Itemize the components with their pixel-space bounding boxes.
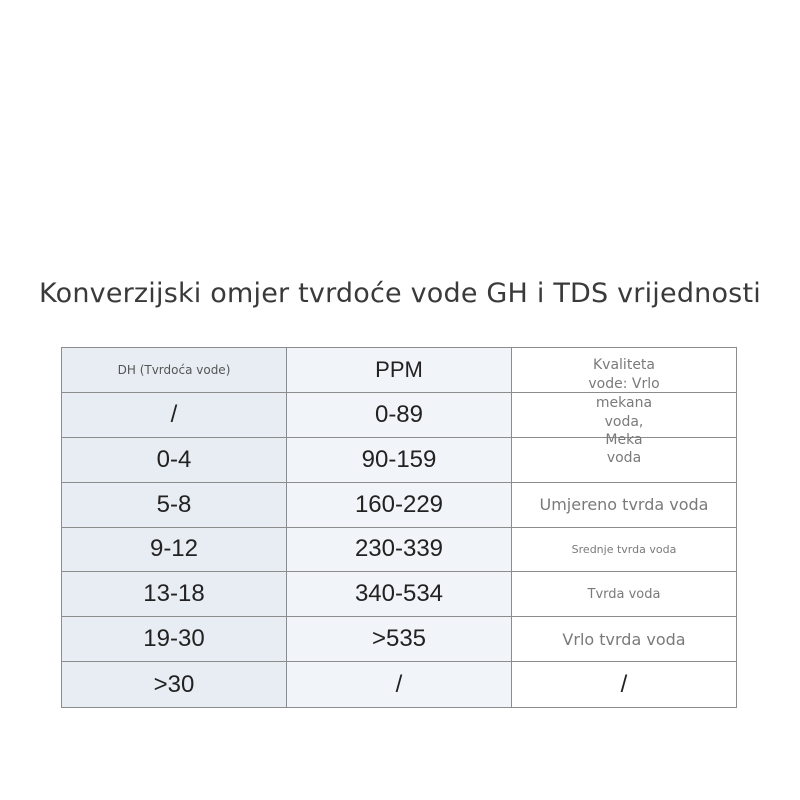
ppm-cell: 160-229 (287, 483, 512, 528)
quality-cell: Umjereno tvrda voda (512, 483, 736, 528)
dh-cell: 9-12 (62, 528, 287, 573)
header-ppm: PPM (287, 348, 512, 393)
ppm-cell: 230-339 (287, 528, 512, 573)
conversion-table (61, 347, 737, 708)
dh-cell: >30 (62, 662, 287, 707)
quality-cell: Tvrda voda (512, 572, 736, 617)
page-title: Konverzijski omjer tvrdoće vode GH i TDS vrijednosti (39, 278, 761, 309)
header-dh: DH (Tvrdoća vode) (62, 348, 287, 393)
quality-merged-cell (512, 348, 736, 483)
dh-cell: 5-8 (62, 483, 287, 528)
quality-line: Kvaliteta (593, 357, 655, 373)
quality-cell: Srednje tvrda voda (512, 528, 736, 573)
ppm-cell: >535 (287, 617, 512, 662)
ppm-cell: 0-89 (287, 393, 512, 438)
dh-cell: 0-4 (62, 438, 287, 483)
quality-line: Meka (605, 432, 643, 448)
dh-cell: 19-30 (62, 617, 287, 662)
dh-cell: / (62, 393, 287, 438)
dh-cell: 13-18 (62, 572, 287, 617)
ppm-cell: 90-159 (287, 438, 512, 483)
quality-line: voda, (604, 414, 644, 430)
quality-line: vode: Vrlo (588, 376, 660, 392)
quality-cell: / (512, 662, 736, 707)
ppm-cell: / (287, 662, 512, 707)
quality-line: voda (606, 450, 642, 466)
quality-cell: Vrlo tvrda voda (512, 617, 736, 662)
quality-line: mekana (595, 395, 653, 411)
quality-merged-text (512, 356, 736, 468)
ppm-cell: 340-534 (287, 572, 512, 617)
